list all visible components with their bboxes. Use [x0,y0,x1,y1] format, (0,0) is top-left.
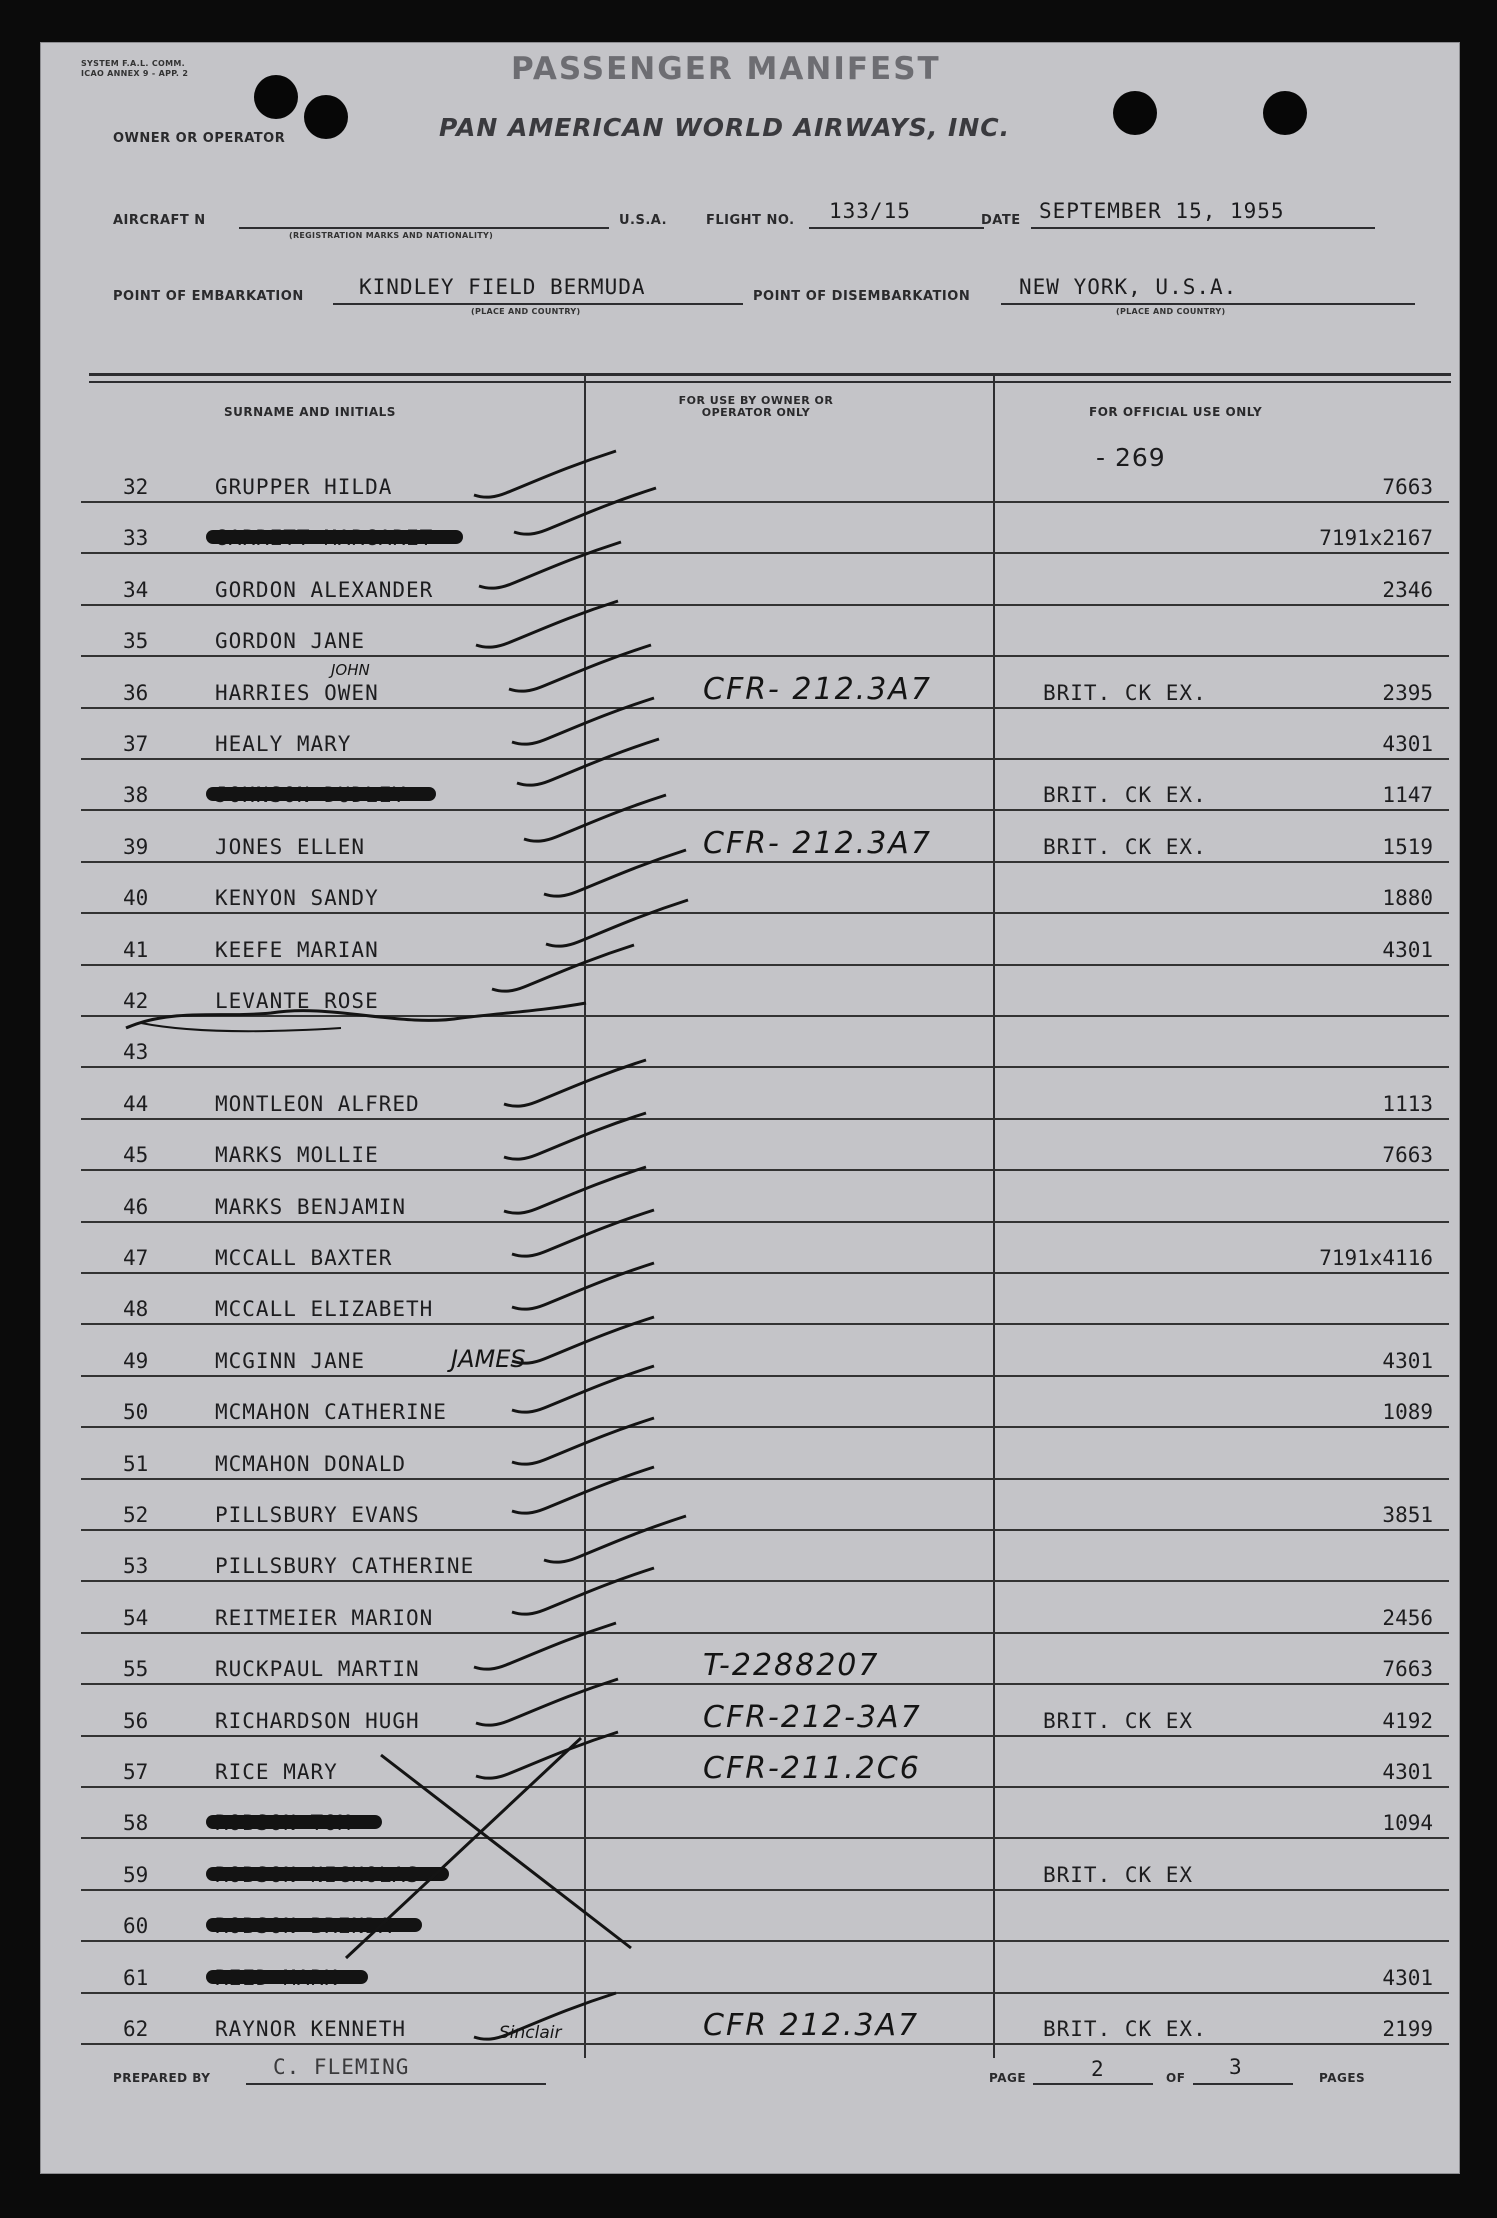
passenger-name: RUCKPAUL MARTIN [215,1657,420,1682]
owner-note: CFR-211.2C6 [703,1751,921,1786]
embarkation-point: KINDLEY FIELD BERMUDA [359,275,646,299]
passenger-name: REITMEIER MARION [215,1605,434,1630]
official-code: 1147 [1382,783,1433,808]
passenger-name: MCMAHON CATHERINE [215,1400,447,1425]
row-number: 56 [123,1708,149,1733]
row-number: 36 [123,680,149,705]
row-number: 53 [123,1554,149,1579]
col-header-surname: SURNAME AND INITIALS [224,405,396,419]
passenger-name: GRUPPER HILDA [215,475,393,499]
row-number: 39 [123,834,149,859]
nationality-note: BRIT. CK EX. [1043,680,1207,705]
handwritten-note: Sinclair [499,2023,562,2043]
passenger-name: RICE MARY [215,1760,338,1784]
row-number: 52 [123,1503,149,1527]
page-title: PASSENGER MANIFEST [511,51,941,87]
disembarkation-label: POINT OF DISEMBARKATION [753,289,971,304]
official-code: 1089 [1382,1400,1433,1425]
official-code: 4301 [1382,732,1433,756]
row-number: 51 [123,1451,149,1476]
row-number: 58 [123,1811,149,1836]
passenger-name: LEVANTE ROSE [215,989,379,1013]
official-code: 4301 [1382,1348,1433,1373]
embark-caption: (PLACE AND COUNTRY) [471,307,581,316]
row-number: 32 [123,475,149,499]
row-number: 49 [123,1348,149,1373]
date-label: DATE [981,213,1021,228]
row-number: 48 [123,1297,149,1322]
row-number: 40 [123,886,149,911]
official-code: 7191x2167 [1319,526,1433,551]
page-number: 2 [1091,2057,1105,2081]
official-code: 2395 [1382,680,1433,705]
official-code: 1519 [1382,834,1433,859]
passenger-name: HEALY MARY [215,732,352,756]
owner-note: T-2288207 [703,1648,880,1684]
row-number: 35 [123,629,149,654]
passenger-name: MCGINN JANE [215,1348,366,1373]
official-code: 4301 [1382,1760,1433,1784]
row-number: 55 [123,1657,149,1682]
manifest-sheet [40,42,1460,2174]
nationality-note: BRIT. CK EX [1043,1708,1194,1733]
owner-note: CFR- 212.3A7 [703,825,932,861]
row-number: 37 [123,732,149,756]
form-code-line2: ICAO ANNEX 9 - APP. 2 [81,69,189,78]
passenger-name: HARRIES OWEN [215,680,379,705]
official-code: 2346 [1382,577,1433,602]
row-number: 57 [123,1760,149,1784]
pages-label: PAGES [1319,2071,1366,2085]
flight-number: 133/15 [829,199,911,223]
owner-note: CFR-212-3A7 [703,1699,922,1735]
passenger-name: KENYON SANDY [215,886,379,911]
form-code-line1: SYSTEM F.A.L. COMM. [81,59,185,68]
row-number: 34 [123,577,149,602]
row-number: 46 [123,1194,149,1219]
row-number: 43 [123,1040,149,1065]
official-note: - 269 [1096,443,1166,472]
official-code: 4192 [1382,1708,1433,1733]
official-code: 7663 [1382,475,1433,499]
row-number: 47 [123,1246,149,1270]
row-number: 41 [123,937,149,962]
official-code: 3851 [1382,1503,1433,1527]
prepared-by: C. FLEMING [273,2055,410,2079]
passenger-name: PILLSBURY CATHERINE [215,1554,475,1579]
flight-label: FLIGHT NO. [706,213,795,228]
disembarkation-point: NEW YORK, U.S.A. [1019,275,1238,299]
row-number: 59 [123,1862,149,1887]
disembark-caption: (PLACE AND COUNTRY) [1116,307,1226,316]
of-label: OF [1166,2071,1186,2085]
official-code: 2456 [1382,1605,1433,1630]
owner-note: CFR- 212.3A7 [703,671,932,707]
official-code: 2199 [1382,2017,1433,2041]
official-code: 7663 [1382,1143,1433,1168]
passenger-name: MCCALL BAXTER [215,1246,393,1270]
official-code: 4301 [1382,1965,1433,1990]
pages-total: 3 [1229,2055,1243,2079]
passenger-name: MARKS BENJAMIN [215,1194,407,1219]
passenger-name: RAYNOR KENNETH [215,2017,407,2041]
handwritten-note: JOHN [331,660,370,679]
embarkation-label: POINT OF EMBARKATION [113,289,304,304]
nationality-note: BRIT. CK EX. [1043,834,1207,859]
prepared-by-label: PREPARED BY [113,2071,211,2085]
passenger-name: MCMAHON DONALD [215,1451,407,1476]
owner-label: OWNER OR OPERATOR [113,131,286,146]
col-header-owner: FOR USE BY OWNER OR OPERATOR ONLY [678,394,834,419]
official-code: 7663 [1382,1657,1433,1682]
official-code: 1113 [1382,1091,1433,1116]
row-number: 60 [123,1914,149,1939]
passenger-name: MCCALL ELIZABETH [215,1297,434,1322]
owner-note: CFR 212.3A7 [703,2008,920,2043]
row-number: 33 [123,526,149,551]
row-number: 61 [123,1965,149,1990]
col-header-official: FOR OFFICIAL USE ONLY [1089,405,1263,419]
row-number: 62 [123,2017,149,2041]
official-code: 1094 [1382,1811,1433,1836]
official-code: 1880 [1382,886,1433,911]
passenger-name: PILLSBURY EVANS [215,1503,420,1527]
passenger-name: KEEFE MARIAN [215,937,379,962]
passenger-name: MONTLEON ALFRED [215,1091,420,1116]
usa-label: U.S.A. [619,213,668,228]
nationality-note: BRIT. CK EX [1043,1862,1194,1887]
row-number: 42 [123,989,149,1013]
page-label: PAGE [989,2071,1027,2085]
official-code: 4301 [1382,937,1433,962]
registration-caption: (REGISTRATION MARKS AND NATIONALITY) [289,231,494,240]
flight-date: SEPTEMBER 15, 1955 [1039,199,1285,223]
handwritten-marks [41,43,1459,2173]
nationality-note: BRIT. CK EX. [1043,783,1207,808]
row-number: 38 [123,783,149,808]
passenger-name: RICHARDSON HUGH [215,1708,420,1733]
handwritten-note: JAMES [451,1344,526,1373]
passenger-name: JONES ELLEN [215,834,366,859]
nationality-note: BRIT. CK EX. [1043,2017,1207,2041]
passenger-name: GORDON JANE [215,629,366,654]
passenger-name: GORDON ALEXANDER [215,577,434,602]
row-number: 50 [123,1400,149,1425]
row-number: 45 [123,1143,149,1168]
company-name: PAN AMERICAN WORLD AIRWAYS, INC. [439,113,1011,142]
row-number: 54 [123,1605,149,1630]
passenger-name: MARKS MOLLIE [215,1143,379,1168]
aircraft-label: AIRCRAFT N [113,213,206,228]
official-code: 7191x4116 [1319,1246,1433,1270]
row-number: 44 [123,1091,149,1116]
